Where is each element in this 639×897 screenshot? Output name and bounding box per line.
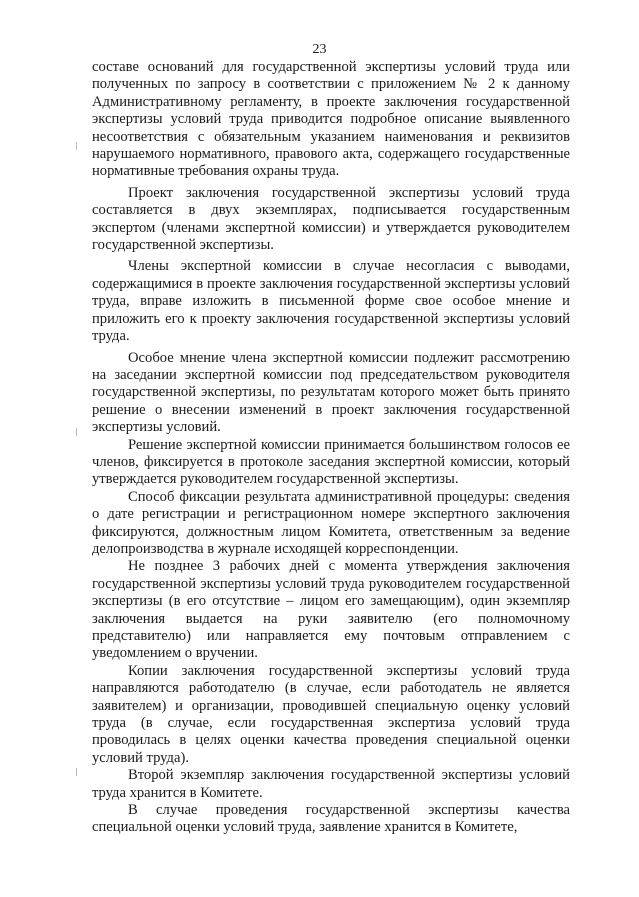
paragraph: Решение экспертной комиссии принимается большинством голосов ее членов, фиксируется в протоколе заседания экспертной комиссии, который утверждается руководителем государственной экспертизы. — [92, 436, 570, 488]
paragraph: Способ фиксации результата административной процедуры: сведения о дате регистрации и регистрационном номере экспертного заключения фиксируются, должностным лицом Комитета, ответственным за ведение делопроизводства в журнале исходящей корреспонденции. — [92, 488, 570, 557]
scan-margin-mark — [76, 142, 80, 150]
paragraph: Второй экземпляр заключения государственной экспертизы условий труда хранится в Комитете. — [92, 767, 570, 801]
document-body — [92, 59, 570, 837]
paragraph: Особое мнение члена экспертной комиссии подлежит рассмотрению на заседании экспертной комиссии под председательством руководителя государственной экспертизы, по результатам которого может быть принято решение о внесении изменений в проект заключения государственной экспертизы условий. — [92, 349, 570, 436]
page-number: 23 — [312, 42, 327, 57]
paragraph: Копии заключения государственной экспертизы условий труда направляются работодателю (в случае, если работодатель не является заявителем) и организации, проводившей специальную оценку условий труда (в случае, если государственная экспертиза условий труда проводилась в целях оценки качества проведения специальной оценки условий труда). — [92, 662, 570, 766]
paragraph: Проект заключения государственной экспертизы условий труда составляется в двух экземплярах, подписывается государственным экспертом (членами экспертной комиссии) и утверждается руководителем государственной экспертизы. — [92, 184, 570, 254]
scan-margin-mark — [76, 428, 80, 436]
scan-margin-mark — [76, 768, 80, 776]
paragraph: В случае проведения государственной экспертизы качества специальной оценки условий труда, заявление хранится в Комитете, — [92, 802, 570, 836]
paragraph: составе оснований для государственной экспертизы условий труда или полученных по запросу в соответствии с приложением № 2 к данному Административному регламенту, в проекте заключения государственной экспертизы условий труда приводится подробное описание выявленного несоответствия с обязательным указанием наименования и реквизитов нарушаемого нормативного, правового акта, содержащего государственные нормативные требования охраны труда. — [92, 59, 570, 180]
paragraph: Члены экспертной комиссии в случае несогласия с выводами, содержащимися в проекте заключения государственной экспертизы условий труда, вправе изложить в письменной форме свое особое мнение и приложить его к проекту заключения государственной экспертизы условий труда. — [92, 258, 570, 345]
paragraph: Не позднее 3 рабочих дней с момента утверждения заключения государственной экспертизы условий труда руководителем государственной экспертизы (в его отсутствие – лицом его замещающим), один экземпляр заключения выдается на руки заявителю (его полномочному представителю) или направляется ему почтовым отправлением с уведомлением о вручении. — [92, 558, 570, 662]
